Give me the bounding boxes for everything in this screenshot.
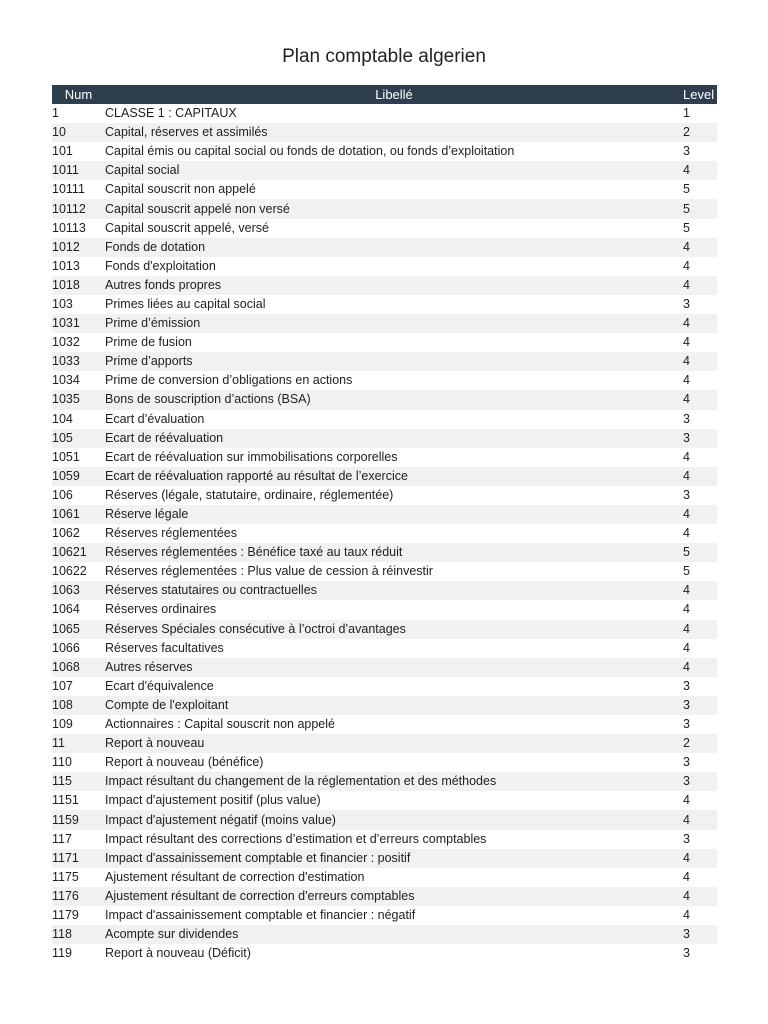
table-row xyxy=(52,238,717,257)
cell-level: 4 xyxy=(683,850,690,865)
table-row xyxy=(52,333,717,352)
cell-level: 4 xyxy=(683,869,690,884)
accounts-table xyxy=(52,85,717,963)
cell-num: 103 xyxy=(52,296,73,311)
cell-libelle: Capital, réserves et assimilés xyxy=(105,125,268,140)
cell-num: 1159 xyxy=(52,812,79,827)
cell-num: 10111 xyxy=(52,182,85,197)
table-row xyxy=(52,830,717,849)
table-row xyxy=(52,524,717,543)
cell-libelle: Ajustement résultant de correction d'estimation xyxy=(105,869,365,884)
cell-level: 4 xyxy=(683,468,690,483)
cell-libelle: Réserves Spéciales consécutive à l’octroi d’avantages xyxy=(105,621,406,636)
cell-level: 2 xyxy=(683,125,690,140)
table-row xyxy=(52,600,717,619)
cell-num: 10622 xyxy=(52,564,87,579)
cell-level: 4 xyxy=(683,621,690,636)
cell-level: 4 xyxy=(683,583,690,598)
table-row xyxy=(52,677,717,696)
cell-num: 1065 xyxy=(52,621,80,636)
cell-num: 107 xyxy=(52,678,73,693)
cell-level: 5 xyxy=(683,201,690,216)
table-row xyxy=(52,868,717,887)
cell-num: 1179 xyxy=(52,907,79,922)
cell-level: 3 xyxy=(683,717,690,732)
table-row xyxy=(52,180,717,199)
cell-num: 10113 xyxy=(52,220,86,235)
table-row xyxy=(52,562,717,581)
cell-libelle: Prime de conversion d’obligations en actions xyxy=(105,373,353,388)
cell-libelle: Impact d'ajustement négatif (moins value) xyxy=(105,812,336,827)
table-row xyxy=(52,734,717,753)
page-title: Plan comptable algerien xyxy=(282,46,486,67)
cell-level: 5 xyxy=(683,182,690,197)
cell-num: 108 xyxy=(52,697,73,712)
cell-level: 4 xyxy=(683,602,690,617)
cell-level: 3 xyxy=(683,430,690,445)
cell-level: 3 xyxy=(683,144,690,159)
table-row xyxy=(52,925,717,944)
cell-libelle: Réserves réglementées : Plus value de cession à réinvestir xyxy=(105,564,433,579)
cell-num: 10621 xyxy=(52,545,87,560)
table-row xyxy=(52,257,717,276)
cell-level: 4 xyxy=(683,526,690,541)
cell-num: 1151 xyxy=(52,793,79,808)
table-row xyxy=(52,219,717,238)
cell-libelle: Impact d'assainissement comptable et financier : positif xyxy=(105,850,411,865)
cell-level: 4 xyxy=(683,163,690,178)
cell-num: 1035 xyxy=(52,392,80,407)
cell-libelle: Réserves réglementées xyxy=(105,526,238,541)
cell-num: 106 xyxy=(52,487,73,502)
cell-libelle: Primes liées au capital social xyxy=(105,296,266,311)
table-header-row xyxy=(52,85,717,104)
cell-libelle: Impact résultant des corrections d’estimation et d’erreurs comptables xyxy=(105,831,487,846)
table-row xyxy=(52,810,717,829)
table-row xyxy=(52,543,717,562)
cell-num: 1176 xyxy=(52,888,79,903)
table-row xyxy=(52,849,717,868)
cell-libelle: Autres fonds propres xyxy=(105,277,222,292)
cell-libelle: Capital souscrit non appelé xyxy=(105,182,256,197)
table-row xyxy=(52,486,717,505)
cell-libelle: Capital émis ou capital social ou fonds de dotation, ou fonds d’exploitation xyxy=(105,144,515,159)
table-row xyxy=(52,371,717,390)
table-row xyxy=(52,276,717,295)
table-row xyxy=(52,639,717,658)
table-row xyxy=(52,448,717,467)
cell-libelle: Ecart de réévaluation rapporté au résultat de l’exercice xyxy=(105,468,408,483)
cell-num: 118 xyxy=(52,927,72,942)
cell-num: 1013 xyxy=(52,258,80,273)
cell-level: 3 xyxy=(683,411,690,426)
column-header-libelle: Libellé xyxy=(105,85,683,104)
cell-level: 1 xyxy=(683,106,690,121)
cell-level: 4 xyxy=(683,316,690,331)
cell-libelle: Compte de l'exploitant xyxy=(105,697,229,712)
cell-libelle: Report à nouveau xyxy=(105,736,205,751)
cell-libelle: Acompte sur dividendes xyxy=(105,927,239,942)
cell-level: 4 xyxy=(683,335,690,350)
table-row xyxy=(52,753,717,772)
cell-num: 1059 xyxy=(52,468,80,483)
cell-libelle: CLASSE 1 : CAPITAUX xyxy=(105,106,237,121)
table-row xyxy=(52,161,717,180)
cell-libelle: Prime de fusion xyxy=(105,335,192,350)
cell-level: 4 xyxy=(683,907,690,922)
table-row xyxy=(52,944,717,963)
cell-num: 104 xyxy=(52,411,73,426)
cell-num: 1051 xyxy=(52,449,80,464)
cell-num: 10 xyxy=(52,125,66,140)
cell-libelle: Fonds d'exploitation xyxy=(105,258,216,273)
cell-level: 3 xyxy=(683,831,690,846)
cell-libelle: Actionnaires : Capital souscrit non appelé xyxy=(105,717,335,732)
table-row xyxy=(52,295,717,314)
cell-libelle: Fonds de dotation xyxy=(105,239,206,254)
cell-num: 10112 xyxy=(52,201,86,216)
table-row xyxy=(52,467,717,486)
column-header-num: Num xyxy=(52,85,105,104)
table-row xyxy=(52,410,717,429)
cell-level: 3 xyxy=(683,678,690,693)
cell-libelle: Impact d'ajustement positif (plus value) xyxy=(105,793,321,808)
cell-libelle: Prime d’apports xyxy=(105,354,193,369)
cell-level: 4 xyxy=(683,640,690,655)
cell-level: 4 xyxy=(683,507,690,522)
column-header-level: Level xyxy=(683,85,717,104)
table-row xyxy=(52,429,717,448)
cell-libelle: Capital social xyxy=(105,163,180,178)
cell-libelle: Réserve légale xyxy=(105,507,189,522)
table-row xyxy=(52,123,717,142)
cell-level: 4 xyxy=(683,793,690,808)
cell-level: 3 xyxy=(683,755,690,770)
cell-num: 1032 xyxy=(52,335,80,350)
cell-libelle: Ecart de réévaluation xyxy=(105,430,224,445)
cell-num: 1066 xyxy=(52,640,80,655)
table-row xyxy=(52,314,717,333)
table-row xyxy=(52,390,717,409)
cell-num: 1064 xyxy=(52,602,80,617)
table-row xyxy=(52,352,717,371)
cell-level: 4 xyxy=(683,812,690,827)
cell-libelle: Prime d’émission xyxy=(105,316,201,331)
cell-num: 1068 xyxy=(52,659,80,674)
cell-num: 1175 xyxy=(52,869,79,884)
table-row xyxy=(52,620,717,639)
cell-num: 1063 xyxy=(52,583,80,598)
cell-libelle: Impact résultant du changement de la réglementation et des méthodes xyxy=(105,774,497,789)
cell-num: 1034 xyxy=(52,373,80,388)
cell-num: 1171 xyxy=(52,850,79,865)
cell-level: 3 xyxy=(683,296,690,311)
cell-libelle: Réserves facultatives xyxy=(105,640,224,655)
table-row xyxy=(52,658,717,677)
cell-num: 1 xyxy=(52,106,59,121)
cell-num: 1012 xyxy=(52,239,80,254)
cell-libelle: Réserves réglementées : Bénéfice taxé au taux réduit xyxy=(105,545,403,560)
cell-libelle: Réserves ordinaires xyxy=(105,602,217,617)
table-row xyxy=(52,505,717,524)
table-row xyxy=(52,887,717,906)
cell-num: 1033 xyxy=(52,354,80,369)
cell-libelle: Autres réserves xyxy=(105,659,193,674)
cell-libelle: Ecart de réévaluation sur immobilisations corporelles xyxy=(105,449,398,464)
cell-libelle: Impact d'assainissement comptable et financier : négatif xyxy=(105,907,416,922)
cell-num: 119 xyxy=(52,946,72,961)
cell-level: 4 xyxy=(683,392,690,407)
cell-libelle: Bons de souscription d’actions (BSA) xyxy=(105,392,311,407)
cell-level: 5 xyxy=(683,564,690,579)
cell-level: 5 xyxy=(683,545,690,560)
cell-level: 4 xyxy=(683,659,690,674)
cell-level: 5 xyxy=(683,220,690,235)
cell-num: 1061 xyxy=(52,507,80,522)
cell-num: 1031 xyxy=(52,316,80,331)
cell-libelle: Report à nouveau (bénéfice) xyxy=(105,755,264,770)
cell-level: 4 xyxy=(683,373,690,388)
cell-level: 3 xyxy=(683,946,690,961)
cell-level: 4 xyxy=(683,354,690,369)
table-row xyxy=(52,581,717,600)
cell-level: 3 xyxy=(683,774,690,789)
table-row xyxy=(52,696,717,715)
cell-level: 3 xyxy=(683,697,690,712)
cell-num: 110 xyxy=(52,755,72,770)
cell-level: 4 xyxy=(683,239,690,254)
cell-libelle: Capital souscrit appelé non versé xyxy=(105,201,290,216)
cell-num: 117 xyxy=(52,831,72,846)
cell-libelle: Ecart d'équivalence xyxy=(105,678,214,693)
cell-libelle: Ajustement résultant de correction d'erreurs comptables xyxy=(105,888,415,903)
table-row xyxy=(52,791,717,810)
cell-num: 11 xyxy=(52,736,65,751)
table-row xyxy=(52,104,717,123)
cell-num: 109 xyxy=(52,717,73,732)
table-row xyxy=(52,715,717,734)
table-body xyxy=(52,104,717,963)
cell-num: 1018 xyxy=(52,277,80,292)
cell-num: 1011 xyxy=(52,163,79,178)
cell-libelle: Ecart d’évaluation xyxy=(105,411,205,426)
cell-num: 101 xyxy=(52,144,73,159)
cell-libelle: Capital souscrit appelé, versé xyxy=(105,220,269,235)
table-row xyxy=(52,906,717,925)
cell-level: 4 xyxy=(683,277,690,292)
cell-level: 3 xyxy=(683,487,690,502)
cell-level: 3 xyxy=(683,927,690,942)
table-row xyxy=(52,772,717,791)
cell-libelle: Réserves (légale, statutaire, ordinaire, réglementée) xyxy=(105,487,394,502)
cell-level: 4 xyxy=(683,449,690,464)
cell-num: 115 xyxy=(52,774,72,789)
cell-level: 2 xyxy=(683,736,690,751)
cell-num: 1062 xyxy=(52,526,80,541)
cell-level: 4 xyxy=(683,258,690,273)
cell-libelle: Report à nouveau (Déficit) xyxy=(105,946,251,961)
cell-num: 105 xyxy=(52,430,73,445)
cell-level: 4 xyxy=(683,888,690,903)
cell-libelle: Réserves statutaires ou contractuelles xyxy=(105,583,317,598)
table-row xyxy=(52,142,717,161)
table-row xyxy=(52,199,717,218)
